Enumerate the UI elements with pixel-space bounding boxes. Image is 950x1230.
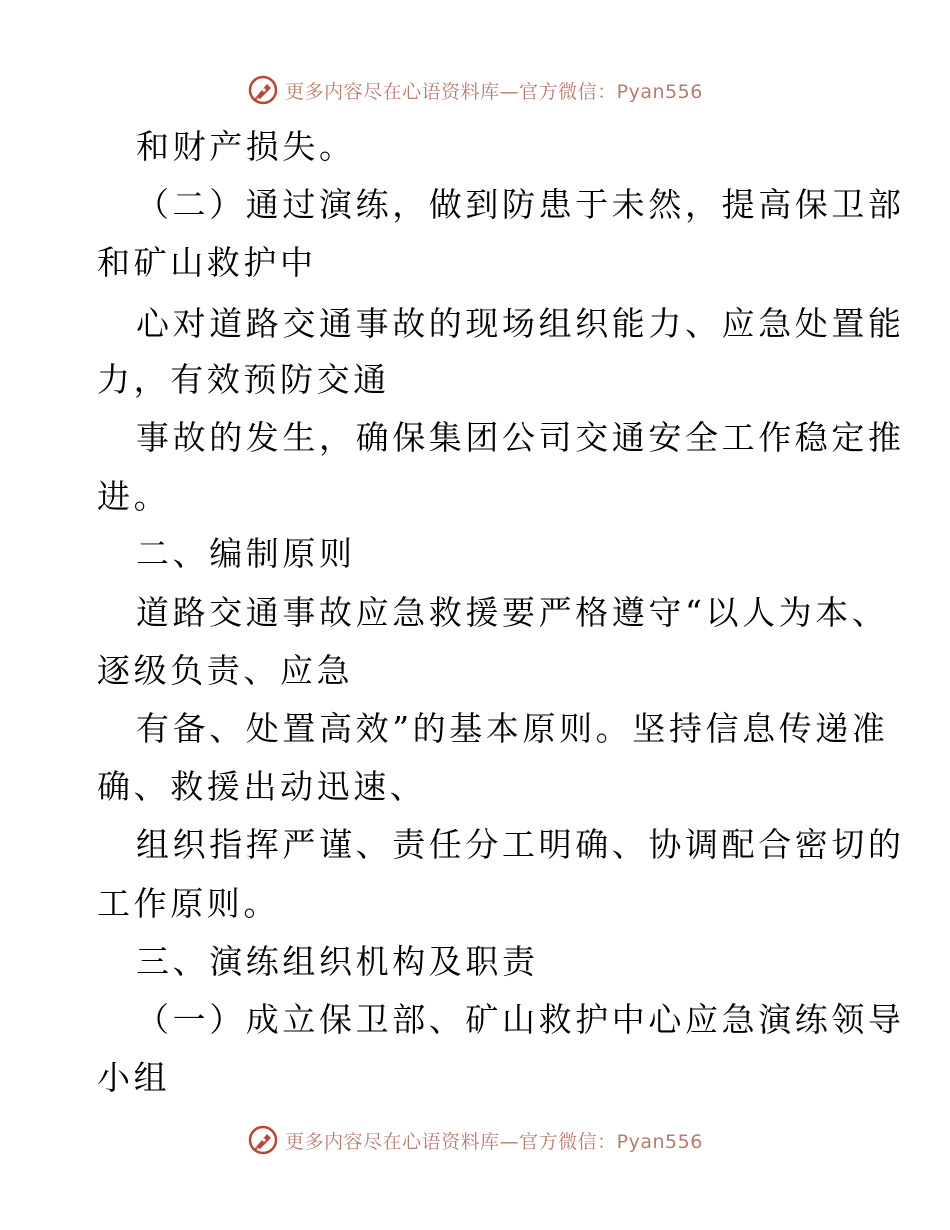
- watermark-text: 更多内容尽在心语资料库—官方微信：Pyan556: [285, 80, 703, 103]
- section-heading: 三、演练组织机构及职责: [136, 942, 539, 981]
- text-line: 力，有效预防交通: [97, 360, 390, 399]
- text-line: 道路交通事故应急救援要严格遵守“以人为本、: [136, 593, 889, 632]
- text-line: 心对道路交通事故的现场组织能力、应急处置能: [136, 304, 905, 343]
- text-line: （一）成立保卫部、矿山救护中心应急演练领导: [136, 1000, 905, 1039]
- pen-nib-logo-icon: [247, 74, 279, 106]
- text-line: 进。: [97, 477, 171, 516]
- header-watermark: [0, 70, 950, 110]
- pen-nib-logo-icon: [247, 1124, 279, 1156]
- text-line: 和财产损失。: [136, 127, 356, 166]
- footer-watermark: [0, 1120, 950, 1160]
- text-line: 事故的发生，确保集团公司交通安全工作稳定推: [136, 418, 905, 457]
- text-line: 确、救援出动迅速、: [97, 767, 427, 806]
- text-line: 有备、处置高效”的基本原则。坚持信息传递准: [136, 709, 889, 748]
- watermark-text: 更多内容尽在心语资料库—官方微信：Pyan556: [285, 1130, 703, 1153]
- text-line: （二）通过演练，做到防患于未然，提高保卫部: [136, 185, 905, 224]
- section-heading: 二、编制原则: [136, 534, 356, 573]
- text-line: 组织指挥严谨、责任分工明确、协调配合密切的: [136, 825, 905, 864]
- text-line: 和矿山救护中: [97, 243, 317, 282]
- text-line: 工作原则。: [97, 884, 280, 923]
- text-line: 小组: [97, 1058, 171, 1097]
- text-line: 逐级负责、应急: [97, 651, 354, 690]
